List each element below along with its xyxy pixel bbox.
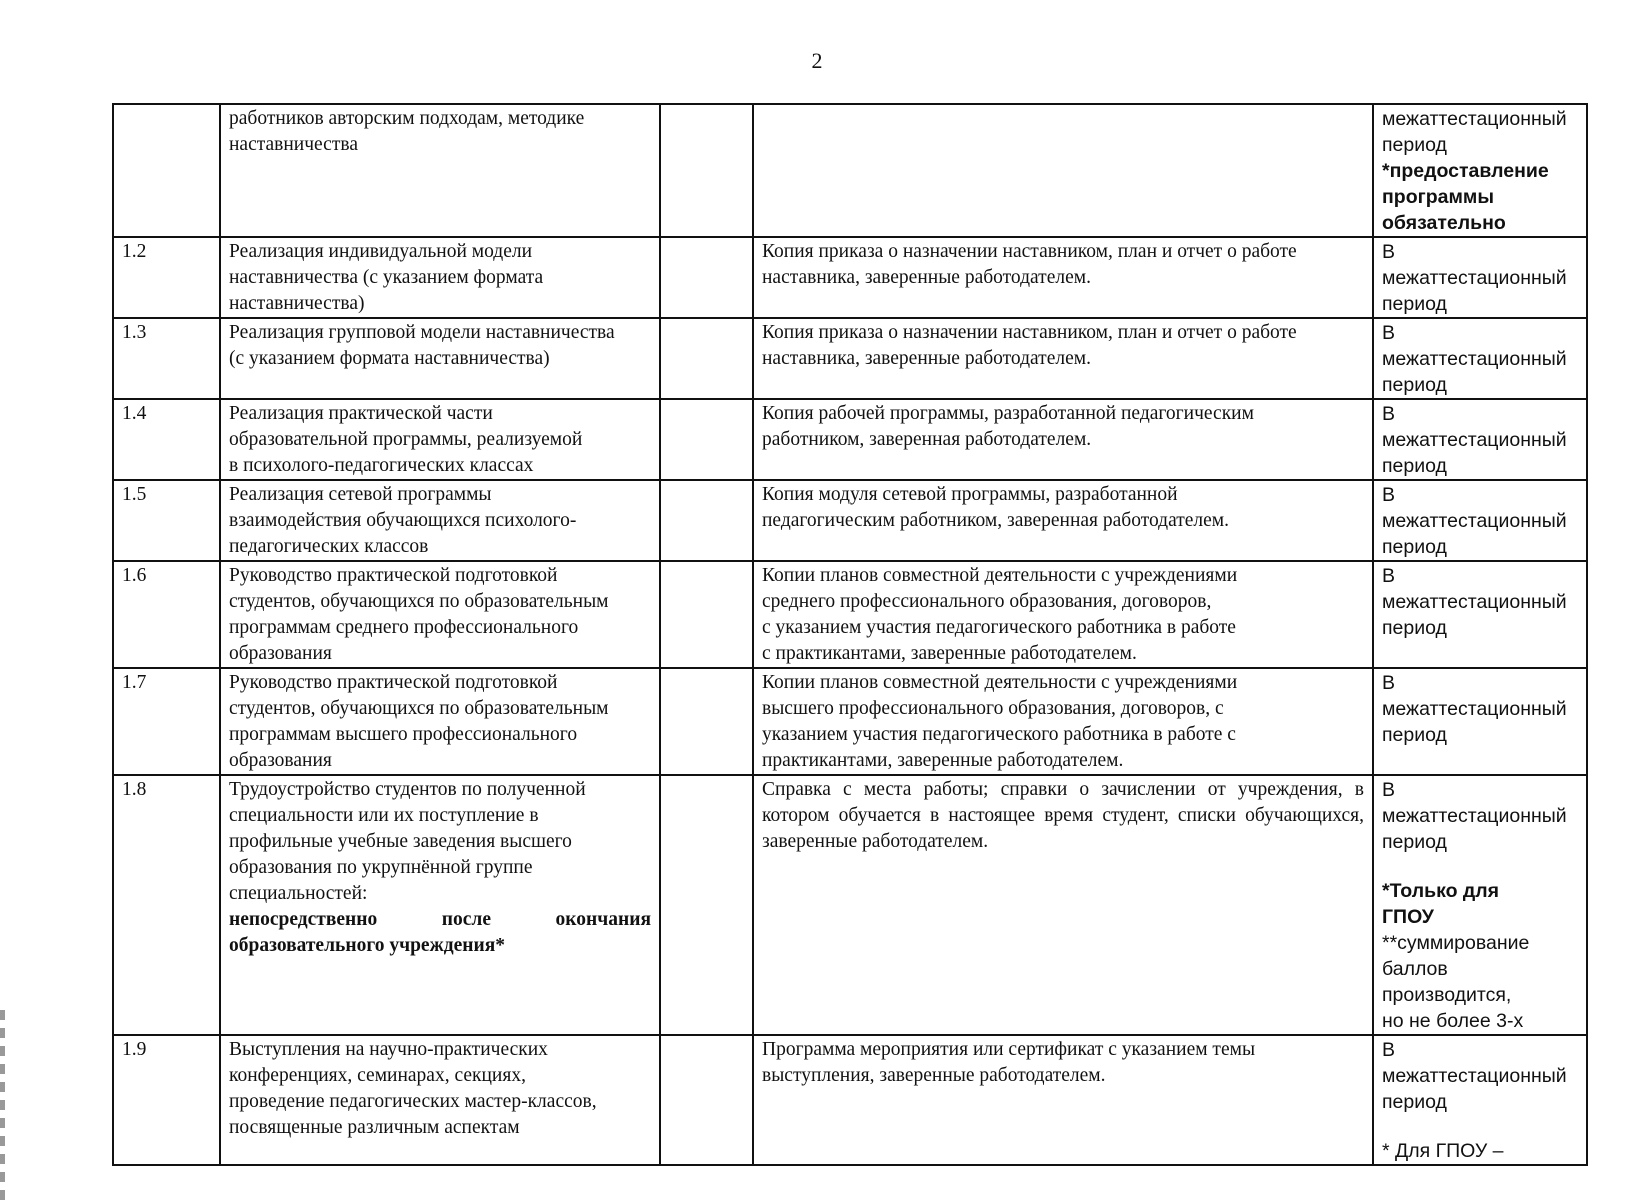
- empty-cell: [660, 561, 753, 668]
- row-number: [113, 104, 220, 237]
- term-cell: В межаттестационный период *Только для ГПОУ **суммирование баллов производится, но не более 3-х: [1373, 775, 1587, 1035]
- document-cell: Копии планов совместной деятельности с учреждениями высшего профессионального образования, договоров, с указанием участия педагогического работника в работе с практикантами, заверенные работодателем.: [753, 668, 1373, 775]
- document-cell: Справка с места работы; справки о зачислении от учреждения, в котором обучается в настоящее время студент, списки обучающихся, заверенные работодателем.: [753, 775, 1373, 1035]
- criterion-cell: работников авторским подходам, методике наставничества: [220, 104, 660, 237]
- table-row: [113, 237, 1587, 318]
- table-row: [113, 399, 1587, 480]
- document-cell: Копия рабочей программы, разработанной педагогическим работником, заверенная работодателем.: [753, 399, 1373, 480]
- term-cell: В межаттестационный период * Для ГПОУ –: [1373, 1035, 1587, 1165]
- table-row: [113, 480, 1587, 561]
- term-cell: В межаттестационный период: [1373, 561, 1587, 668]
- row-number: 1.9: [113, 1035, 220, 1165]
- row-number: 1.6: [113, 561, 220, 668]
- table-row: [113, 104, 1587, 237]
- term-cell: В межаттестационный период: [1373, 318, 1587, 399]
- row-number: 1.2: [113, 237, 220, 318]
- criterion-cell: Выступления на научно-практических конференциях, семинарах, секциях, проведение педагогических мастер-классов, посвященные различным аспектам: [220, 1035, 660, 1165]
- empty-cell: [660, 104, 753, 237]
- document-cell: Копия приказа о назначении наставником, план и отчет о работе наставника, заверенные работодателем.: [753, 318, 1373, 399]
- empty-cell: [660, 399, 753, 480]
- criterion-cell: Руководство практической подготовкой студентов, обучающихся по образовательным программам высшего профессионального образования: [220, 668, 660, 775]
- empty-cell: [660, 668, 753, 775]
- table-row: [113, 318, 1587, 399]
- table-row: [113, 668, 1587, 775]
- criterion-cell: Реализация групповой модели наставничества (с указанием формата наставничества): [220, 318, 660, 399]
- empty-cell: [660, 237, 753, 318]
- empty-cell: [660, 318, 753, 399]
- table-row: [113, 561, 1587, 668]
- row-number: 1.7: [113, 668, 220, 775]
- scan-margin-marks: [0, 1010, 5, 1200]
- document-cell: Копии планов совместной деятельности с учреждениями среднего профессионального образования, договоров, с указанием участия педагогического работника в работе с практикантами, заверенные работодателем.: [753, 561, 1373, 668]
- criterion-cell: Реализация индивидуальной модели наставничества (с указанием формата наставничества): [220, 237, 660, 318]
- document-cell: Копия приказа о назначении наставником, план и отчет о работе наставника, заверенные работодателем.: [753, 237, 1373, 318]
- document-cell: [753, 104, 1373, 237]
- row-number: 1.5: [113, 480, 220, 561]
- document-cell: Копия модуля сетевой программы, разработанной педагогическим работником, заверенная работодателем.: [753, 480, 1373, 561]
- criterion-cell: Трудоустройство студентов по полученной специальности или их поступление в профильные учебные заведения высшего образования по укрупнённой группе специальностей: непосредственно после окончания образовательного учреждения*: [220, 775, 660, 1035]
- row-number: 1.3: [113, 318, 220, 399]
- empty-cell: [660, 1035, 753, 1165]
- document-cell: Программа мероприятия или сертификат с указанием темы выступления, заверенные работодателем.: [753, 1035, 1373, 1165]
- row-number: 1.4: [113, 399, 220, 480]
- term-cell: В межаттестационный период: [1373, 480, 1587, 561]
- term-cell: межаттестационный период *предоставление программы обязательно: [1373, 104, 1587, 237]
- criterion-cell: Реализация сетевой программы взаимодействия обучающихся психолого- педагогических классов: [220, 480, 660, 561]
- term-cell: В межаттестационный период: [1373, 668, 1587, 775]
- empty-cell: [660, 775, 753, 1035]
- table-row: [113, 775, 1587, 1035]
- criterion-cell: Реализация практической части образовательной программы, реализуемой в психолого-педагогических классах: [220, 399, 660, 480]
- row-number: 1.8: [113, 775, 220, 1035]
- criteria-table: [112, 103, 1588, 1166]
- criterion-cell: Руководство практической подготовкой студентов, обучающихся по образовательным программам среднего профессионального образования: [220, 561, 660, 668]
- criterion-emphasis: непосредственно после окончания образовательного учреждения*: [229, 909, 651, 956]
- term-cell: В межаттестационный период: [1373, 399, 1587, 480]
- page-number: 2: [811, 48, 823, 73]
- table-row: [113, 1035, 1587, 1165]
- empty-cell: [660, 480, 753, 561]
- term-cell: В межаттестационный период: [1373, 237, 1587, 318]
